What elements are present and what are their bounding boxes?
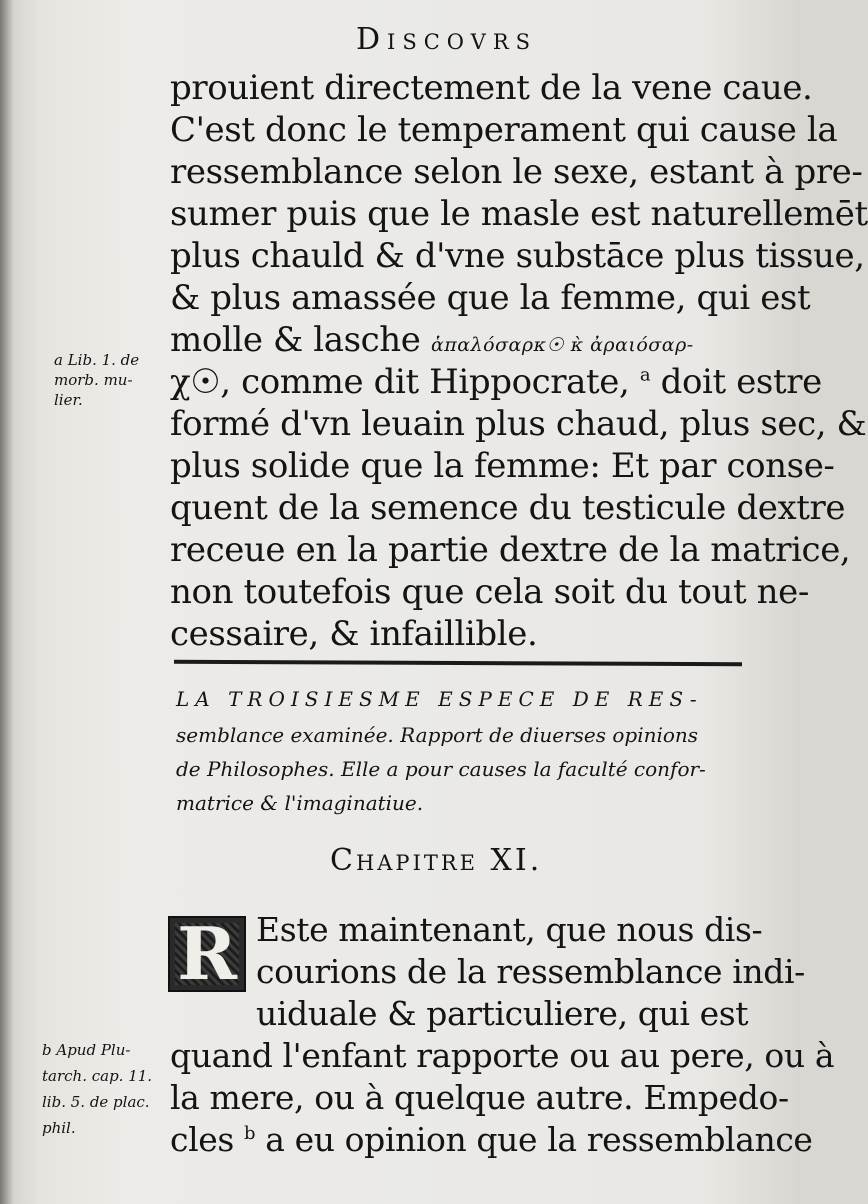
binding-shadow bbox=[0, 0, 14, 1204]
running-head: Discovrs bbox=[356, 22, 538, 57]
margin-line: b Apud Plu- bbox=[42, 1041, 131, 1059]
chapter-title: Chapitre XI. bbox=[330, 843, 543, 878]
text-segment: molle & lasche bbox=[170, 320, 421, 360]
text-line: sumer puis que le masle est naturellemēt bbox=[170, 194, 868, 234]
text-line: receue en la partie dextre de la matrice, bbox=[170, 530, 851, 570]
text-segment: χ☉, comme dit Hippocrate, bbox=[170, 362, 630, 402]
text-line: C'est donc le temperament qui cause la bbox=[170, 110, 838, 150]
text-line bbox=[170, 1120, 813, 1160]
text-line bbox=[170, 362, 822, 402]
summary-line: semblance examinée. Rapport de diuerses opinions bbox=[176, 723, 699, 747]
margin-line: morb. mu- bbox=[54, 371, 133, 389]
text-line: & plus amassée que la femme, qui est bbox=[170, 278, 811, 318]
margin-line: phil. bbox=[42, 1119, 76, 1137]
text-segment: cles bbox=[170, 1120, 234, 1159]
text-line: non toutefois que cela soit du tout ne- bbox=[170, 572, 809, 612]
text-line: prouient directement de la vene caue. bbox=[170, 68, 813, 108]
text-line: quand l'enfant rapporte ou au pere, ou à bbox=[170, 1036, 835, 1075]
text-segment: doit estre bbox=[660, 362, 822, 402]
footnote-marker: b bbox=[244, 1123, 256, 1144]
margin-line: tarch. cap. 11. bbox=[42, 1067, 153, 1085]
greek-phrase: ἁπαλόσαρκ☉ κ̀ ἀραιόσαρ- bbox=[430, 334, 694, 356]
text-line: formé d'vn leuain plus chaud, plus sec, & bbox=[170, 404, 867, 444]
text-line: cessaire, & infaillible. bbox=[170, 614, 538, 654]
text-line: uiduale & particuliere, qui est bbox=[256, 994, 749, 1033]
text-line: quent de la semence du testicule dextre bbox=[170, 488, 846, 528]
text-line: Este maintenant, que nous dis- bbox=[256, 910, 763, 949]
summary-line: matrice & l'imaginatiue. bbox=[176, 791, 424, 815]
text-line: la mere, ou à quelque autre. Empedo- bbox=[170, 1078, 789, 1117]
text-line: plus chauld & d'vne substāce plus tissue, bbox=[170, 236, 865, 276]
text-line: ressemblance selon le sexe, estant à pre- bbox=[170, 152, 863, 192]
drop-cap-initial bbox=[168, 911, 246, 996]
section-rule bbox=[174, 660, 742, 666]
margin-line: a Lib. 1. de bbox=[54, 351, 140, 369]
margin-line: lier. bbox=[54, 391, 83, 409]
footnote-marker: a bbox=[639, 364, 651, 386]
summary-line: de Philosophes. Elle a pour causes la faculté confor- bbox=[176, 757, 706, 781]
text-segment: a eu opinion que la ressemblance bbox=[265, 1120, 813, 1159]
text-line bbox=[170, 320, 694, 365]
text-line: courions de la ressemblance indi- bbox=[256, 952, 805, 991]
margin-line: lib. 5. de plac. bbox=[42, 1093, 150, 1111]
drop-cap-letter: R bbox=[177, 911, 237, 996]
text-line: plus solide que la femme: Et par conse- bbox=[170, 446, 835, 486]
summary-line: LA TROISIESME ESPECE DE RES- bbox=[176, 687, 703, 711]
